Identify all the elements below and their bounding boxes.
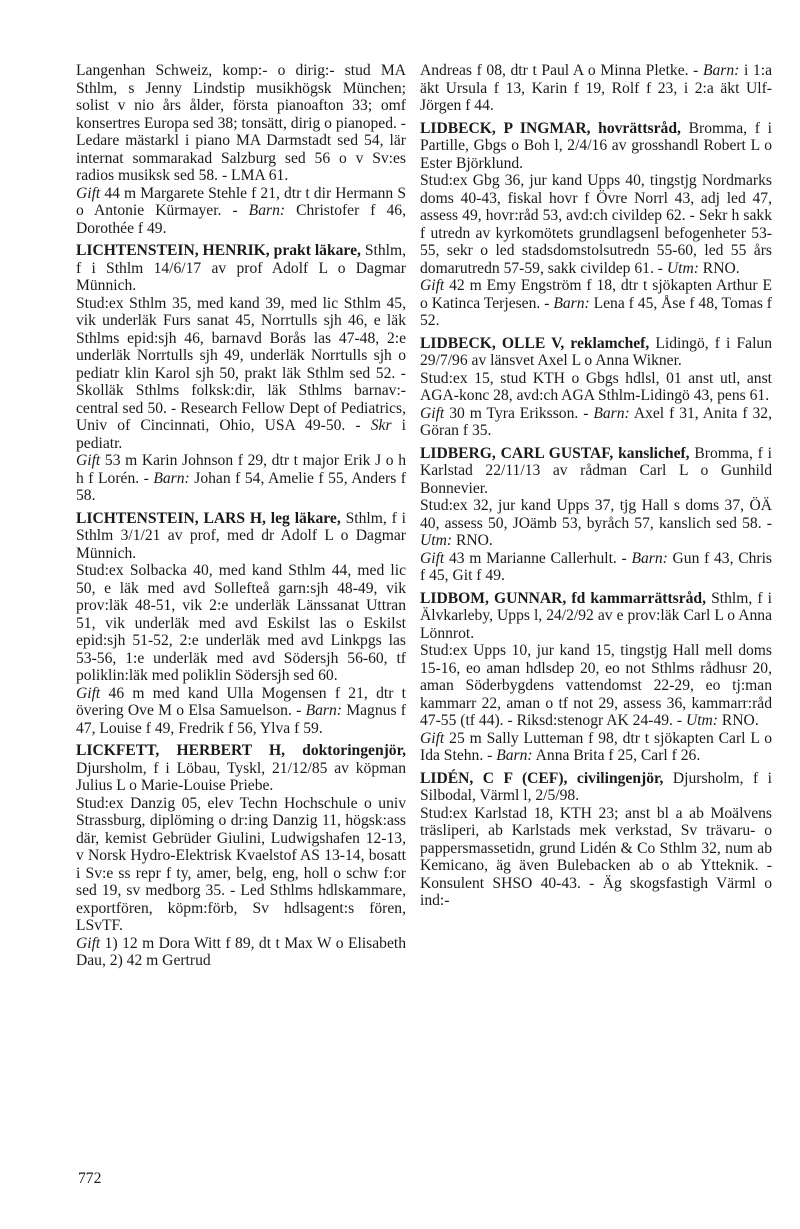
entry-text: Stud:ex Karlstad 18, KTH 23; anst bl a ab Moälvens träsliperi, ab Karlstads mek verkstad, Sv trävaru- o pappersmassetidn, grund Lidén & Co Sthlm 32, num ab Kemicano, äg även Bulebacken ab o ab Ytteknik. - Konsulent SHSO 40-43. - Äg skogsfastigh Värml o ind:- xyxy=(420,804,772,909)
entry-text: 30 m Tyra Eriksson. - xyxy=(444,404,594,422)
entry-heading: LICKFETT, HERBERT H, doktoringenjör, xyxy=(76,742,406,759)
field-label: Gift xyxy=(76,934,101,952)
field-label: Barn: xyxy=(553,294,590,312)
entry-paragraph xyxy=(420,370,772,405)
entry-text: Gun f 43, Chris f 45, Git f 49. xyxy=(420,549,772,584)
entry-paragraph xyxy=(420,550,772,585)
entry-text: Anna Brita f 25, Carl f 26. xyxy=(532,747,701,764)
entry-text: Sthlm, f i Älvkarleby, Upps l, 24/2/92 av e prov:läk Carl L o Anna Lönnrot. xyxy=(420,589,772,642)
entry-heading: LICHTENSTEIN, HENRIK, prakt läkare, xyxy=(76,242,361,259)
entry-heading: LIDBECK, P INGMAR, hovrättsråd, xyxy=(420,119,681,137)
entry-text: 53 m Karin Johnson f 29, dtr t major Erik J o h h f Lorén. - xyxy=(76,452,406,487)
entry-text: RNO. xyxy=(698,259,740,277)
entry-text: Sthlm, f i Sthlm 3/1/21 av prof, med dr Adolf L o Dagmar Münnich. xyxy=(76,509,407,562)
biography-entry xyxy=(76,510,406,563)
field-label: Gift xyxy=(420,549,445,567)
entry-text: Stud:ex Upps 10, jur kand 15, tingstjg Hall mell doms 15-16, eo aman hdlsdep 20, eo not Sthlms rådhusr 20, aman Söderbygdens vattendomst 22-29, eo tj:man kammarr 22, aman o tf not 29, assess 36, kammarr:råd 47-55 (tf 44). - Riksd:stenogr AK 24-49. - xyxy=(420,642,772,729)
entry-text: Lidingö, f i Falun 29/7/96 av länsvet Axel L o Anna Wikner. xyxy=(420,334,772,369)
entry-paragraph xyxy=(76,795,406,935)
field-label: Gift xyxy=(76,452,101,469)
field-label: Barn: xyxy=(248,202,286,219)
field-label: Barn: xyxy=(631,549,668,567)
field-label: Gift xyxy=(76,184,101,202)
entry-text: Andreas f 08, dtr t Paul A o Minna Pletke. - xyxy=(420,62,703,79)
entry-heading: LIDBECK, OLLE V, reklamchef, xyxy=(420,334,650,352)
field-label: Barn: xyxy=(153,469,190,487)
entry-paragraph xyxy=(420,642,772,730)
biography-entry xyxy=(76,742,406,795)
biography-entry xyxy=(420,445,772,498)
entry-heading: LICHTENSTEIN, LARS H, leg läkare, xyxy=(76,509,341,527)
field-label: Gift xyxy=(420,729,445,747)
biography-entry xyxy=(420,120,772,173)
entry-paragraph xyxy=(420,805,772,910)
entry-text: Bromma, f i Partille, Gbgs o Boh l, 2/4/16 av grosshandl Robert L o Ester Björklund. xyxy=(420,119,772,172)
field-label: Utm: xyxy=(666,259,699,277)
page-number: 772 xyxy=(78,1170,102,1187)
biography-entry xyxy=(420,770,772,805)
entry-paragraph xyxy=(76,295,406,453)
right-column xyxy=(420,62,772,910)
entry-heading: LIDÉN, C F (CEF), civilingenjör, xyxy=(420,769,664,787)
entry-text: Johan f 54, Amelie f 55, Anders f 58. xyxy=(76,469,406,504)
entry-paragraph xyxy=(76,62,406,185)
left-column xyxy=(76,62,406,970)
entry-text: 25 m Sally Lutteman f 98, dtr t sjökapten Carl L o Ida Stehn. - xyxy=(420,729,772,764)
entry-paragraph xyxy=(420,277,772,330)
entry-paragraph xyxy=(76,935,406,970)
entry-text: 42 m Emy Engström f 18, dtr t sjökapten Arthur E o Katinca Terjesen. - xyxy=(420,277,772,312)
entry-text: Lena f 45, Åse f 48, Tomas f 52. xyxy=(420,294,772,329)
entry-text: RNO. xyxy=(718,712,759,729)
entry-text: Stud:ex 15, stud KTH o Gbgs hdlsl, 01 anst utl, anst AGA-konc 28, avd:ch AGA Sthlm-Lidingö 43, pens 61. xyxy=(420,369,772,404)
field-label: Barn: xyxy=(496,747,533,764)
entry-text: Stud:ex Sthlm 35, med kand 39, med lic Sthlm 45, vik underläk Furs sanat 45, Norrtulls sjh 46, e läk Sthlms epid:sjh 46, barnavd Borås las 47-48, 2:e underläk Norrtulls sjh 49, underläk Norrtulls sjh o pediatr klin Karol sjh 50, prakt läk Sthlm sed 52. - Skolläk Sthlms folksk:dir, läk Sthlms barnav:-central sed 50. - Research Fellow Dept of Pediatrics, Univ of Cincinnati, Ohio, USA 49-50. - xyxy=(76,294,406,434)
biography-entry xyxy=(420,590,772,643)
entry-text: Stud:ex Gbg 36, jur kand Upps 40, tingstjg Nordmarks doms 40-43, fiskal hovr f Övre Norrl 43, adj led 47, assess 49, hovr:råd 53, avd:ch civildep 62. - Sekr h sakk f utredn av kyrkomötets grundlagsenl befogenheter 53-55, sekr o led stadsdomstolsutredn 55-60, led 55 års domarutredn 57-59, sakk civildep 61. - xyxy=(420,172,772,277)
entry-paragraph xyxy=(420,497,772,550)
entry-paragraph xyxy=(420,405,772,440)
entry-text: Langenhan Schweiz, komp:- o dirig:- stud MA Sthlm, s Jenny Lindstip musikhögsk München; solist v nio års ålder, första pianoafton 33; omf konsertres Europa sed 38; tonsätt, dirig o pianoped. - Ledare mästarkl i piano MA Darmstadt sed 54, lär internat sommarakad Salzburg sed 56 o v Sv:es radios musiksk sed 58. - LMA 61. xyxy=(76,62,406,184)
entry-heading: LIDBERG, CARL GUSTAF, kanslichef, xyxy=(420,444,690,462)
entry-text: i pediatr. xyxy=(76,417,406,452)
entry-text: Djursholm, f i Silbodal, Värml l, 2/5/98. xyxy=(420,769,772,804)
entry-text: 1) 12 m Dora Witt f 89, dt t Max W o Elisabeth Dau, 2) 42 m Gertrud xyxy=(76,934,406,969)
entry-text: 43 m Marianne Callerhult. - xyxy=(444,549,632,567)
field-label: Barn: xyxy=(702,62,740,79)
entry-text: Stud:ex 32, jur kand Upps 37, tjg Hall s doms 37, ÖÄ 40, assess 50, JOämb 53, byråch 57, kanslich sed 58. - xyxy=(420,497,772,532)
field-label: Gift xyxy=(420,277,445,294)
entry-paragraph xyxy=(76,185,406,238)
entry-paragraph xyxy=(420,730,772,765)
field-label: Utm: xyxy=(420,532,453,549)
entry-paragraph xyxy=(420,172,772,277)
entry-text: Axel f 31, Anita f 32, Göran f 35. xyxy=(420,404,772,439)
field-label: Barn: xyxy=(305,702,342,719)
entry-text: Christofer f 46, Dorothée f 49. xyxy=(76,202,407,237)
field-label: Barn: xyxy=(593,404,630,422)
entry-text: Stud:ex Solbacka 40, med kand Sthlm 44, med lic 50, e läk med avd Sollefteå garn:sjh 48-49, vik prov:läk 48-51, vik 2:e underläk Länssanat Uttran 51, vik underläk med avd Eskilst las o Eskilst epid:sjh 51-52, 2:e underläk med avd Linkpgs las 53-56, 1:e underläk med avd Södersjh 56-60, tf poliklin:läk med poliklin Södersjh sed 60. xyxy=(76,562,406,684)
entry-text: Bromma, f i Karlstad 22/11/13 av rådman Carl L o Gunhild Bonnevier. xyxy=(420,444,772,497)
entry-paragraph xyxy=(420,62,772,115)
entry-text: 46 m med kand Ulla Mogensen f 21, dtr t övering Ove M o Elsa Samuelson. - xyxy=(76,684,406,719)
entry-heading: LIDBOM, GUNNAR, fd kammarrättsråd, xyxy=(420,589,707,607)
field-label: Skr xyxy=(370,417,392,434)
entry-text: Sthlm, f i Sthlm 14/6/17 av prof Adolf L o Dagmar Münnich. xyxy=(76,242,406,294)
biography-entry xyxy=(76,242,406,295)
field-label: Utm: xyxy=(685,712,718,729)
entry-paragraph xyxy=(76,685,406,738)
entry-text: Magnus f 47, Louise f 49, Fredrik f 56, Ylva f 59. xyxy=(76,702,406,737)
entry-paragraph xyxy=(76,452,406,505)
field-label: Gift xyxy=(420,404,445,422)
entry-text: Stud:ex Danzig 05, elev Techn Hochschule o univ Strassburg, diplöming o dr:ing Danzig 11, högsk:ass där, kemist Gebrüder Giulini, Ludwigshafen 12-13, v Norsk Hydro-Elektrisk Kvaelstof AS 13-14, bosatt i Sv:e ss repr f ty, amer, belg, eng, holl o schw f:or sed 19, sv medborg 35. - Led Sthlms hdlskammare, exportfören, köpm:förb, Sv hdlsagent:s fören, LSvTF. xyxy=(76,794,406,934)
biography-entry xyxy=(420,335,772,370)
field-label: Gift xyxy=(76,684,101,702)
entry-paragraph xyxy=(76,562,406,685)
entry-text: i 1:a äkt Ursula f 13, Karin f 19, Rolf f 23, i 2:a äkt Ulf-Jörgen f 44. xyxy=(420,62,772,114)
entry-text: Djursholm, f i Löbau, Tyskl, 21/12/85 av köpman Julius L o Marie-Louise Priebe. xyxy=(76,759,406,794)
entry-text: 44 m Margarete Stehle f 21, dtr t dir Hermann S o Antonie Kürmayer. - xyxy=(76,184,406,219)
entry-text: RNO. xyxy=(452,532,493,549)
